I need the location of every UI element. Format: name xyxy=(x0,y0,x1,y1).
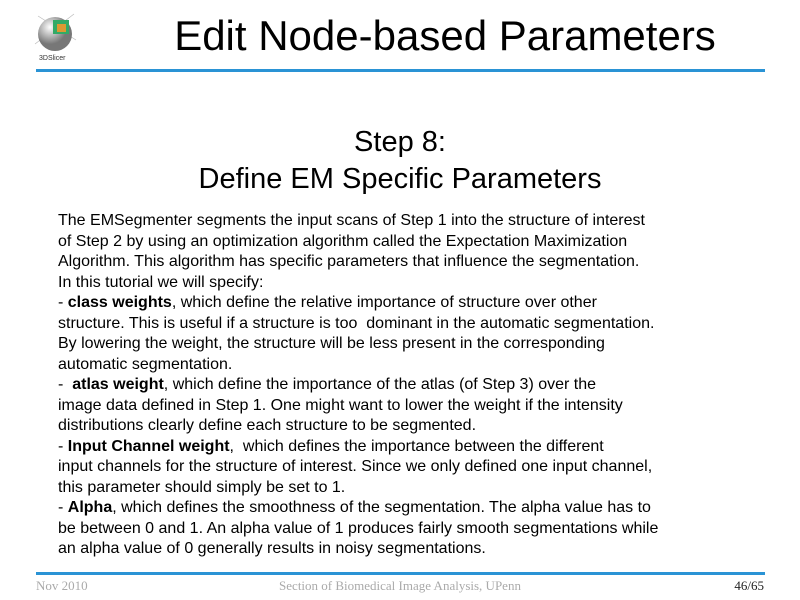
term: Input Channel weight xyxy=(67,437,230,455)
text: input channels for the structure of interest. Since we only defined one input channel, xyxy=(58,458,653,475)
text: Algorithm. This algorithm has specific parameters that influence the segmentation. xyxy=(58,253,640,270)
body-line xyxy=(58,252,658,273)
text: , which defines the importance between the different xyxy=(229,437,604,455)
text: - xyxy=(58,294,68,311)
body-line xyxy=(58,498,658,519)
body-line xyxy=(58,396,658,417)
body-line xyxy=(58,375,658,396)
body-line xyxy=(58,355,658,376)
text: The EMSegmenter segments the input scans of Step 1 into the structure of interest xyxy=(58,212,645,229)
body-line xyxy=(58,539,658,560)
body-line xyxy=(58,416,658,437)
body-line xyxy=(58,273,658,294)
text: be between 0 and 1. An alpha value of 1 produces fairly smooth segmentations while xyxy=(58,519,659,537)
text: - xyxy=(58,499,68,516)
term: class weights xyxy=(67,294,172,311)
footer-rule xyxy=(36,572,765,575)
text: - xyxy=(58,437,68,455)
body-line xyxy=(58,334,658,355)
body-line xyxy=(58,314,658,335)
logo-text: 3DSlicer xyxy=(39,55,66,62)
body-line xyxy=(58,211,658,232)
body-line xyxy=(58,519,658,540)
term: atlas weight xyxy=(72,376,164,393)
text: , which define the relative importance of structure over other xyxy=(171,294,597,311)
term: Alpha xyxy=(67,499,113,516)
slide-title: Edit Node-based Parameters xyxy=(174,12,716,59)
body-line xyxy=(58,437,658,458)
body-line xyxy=(58,232,658,253)
text: image data defined in Step 1. One might want to lower the weight if the intensity xyxy=(58,396,623,414)
step-heading xyxy=(0,124,800,198)
footer-date: Nov 2010 xyxy=(36,578,88,593)
text: , which defines the smoothness of the segmentation. The alpha value has to xyxy=(112,499,651,516)
text: In this tutorial we will specify: xyxy=(58,273,264,291)
text: By lowering the weight, the structure will be less present in the corresponding xyxy=(58,335,605,352)
step-subtitle: Define EM Specific Parameters xyxy=(198,163,602,195)
text: this parameter should simply be set to 1. xyxy=(58,478,346,496)
text: of Step 2 by using an optimization algorithm called the Expectation Maximization xyxy=(58,232,628,250)
text: automatic segmentation. xyxy=(58,355,233,373)
text: , which define the importance of the atlas (of Step 3) over the xyxy=(163,376,597,393)
footer-institution: Section of Biomedical Image Analysis, UPenn xyxy=(279,578,521,593)
text: an alpha value of 0 generally results in noisy segmentations. xyxy=(58,540,486,557)
body-line xyxy=(58,478,658,499)
body-line xyxy=(58,457,658,478)
text: distributions clearly define each structure to be segmented. xyxy=(58,417,477,434)
step-number: Step 8: xyxy=(354,126,446,158)
body-text xyxy=(58,211,658,560)
page-number: 46/65 xyxy=(734,578,764,593)
body-line xyxy=(58,293,658,314)
text: - xyxy=(58,376,73,393)
header-rule xyxy=(36,69,765,72)
text: structure. This is useful if a structure is too dominant in the automatic segmentation. xyxy=(58,314,655,332)
